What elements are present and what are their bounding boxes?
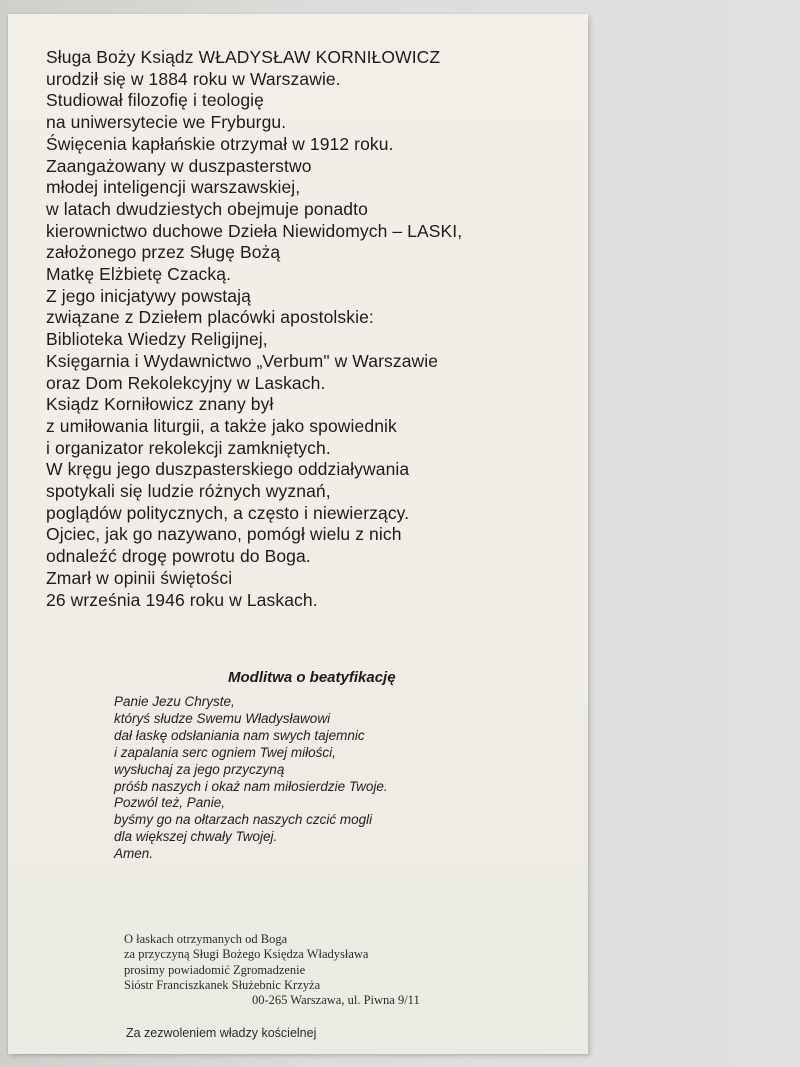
prayer-line: i zapalania serc ogniem Twej miłości,: [114, 744, 336, 760]
biography-line: W kręgu jego duszpasterskiego oddziaływania: [46, 459, 410, 480]
prayer-card: [8, 14, 588, 1054]
biography-line: Ksiądz Korniłowicz znany był: [46, 394, 274, 415]
prayer-line: wysłuchaj za jego przyczyną: [114, 761, 285, 777]
biography-line: i organizator rekolekcji zamkniętych.: [46, 437, 331, 458]
prayer-line: dał łaskę odsłaniania nam swych tajemnic: [114, 727, 365, 743]
prayer-line: Amen.: [114, 846, 154, 862]
contact-line: prosimy powiadomić Zgromadzenie: [124, 962, 306, 977]
biography-line: na uniwersytecie we Fryburgu.: [46, 112, 287, 133]
church-approval-note: Za zezwoleniem władzy kościelnej: [126, 1026, 317, 1040]
prayer-line: dla większej chwały Twojej.: [114, 829, 278, 845]
contact-address: 00-265 Warszawa, ul. Piwna 9/11: [252, 993, 420, 1008]
prayer-line: byśmy go na ołtarzach naszych czcić mogli: [114, 812, 373, 828]
prayer-text: [114, 694, 388, 863]
prayer-line: któryś słudze Swemu Władysławowi: [114, 710, 331, 726]
biography-line: Księgarnia i Wydawnictwo „Verbum" w Warszawie: [46, 350, 439, 371]
biography-line: z umiłowania liturgii, a także jako spowiednik: [46, 415, 397, 436]
biography-line: Zmarł w opinii świętości: [46, 567, 233, 588]
biography-line: w latach dwudziestych obejmuje ponadto: [46, 198, 368, 219]
biography-line: spotykali się ludzie różnych wyznań,: [46, 481, 331, 502]
biography-line: związane z Dziełem placówki apostolskie:: [46, 307, 374, 328]
biography-line: Studiował filozofię i teologię: [46, 90, 264, 111]
biography-line: poglądów politycznych, a często i niewierzący.: [46, 502, 410, 523]
contact-line: O łaskach otrzymanych od Boga: [124, 932, 288, 946]
biography-line: 26 września 1946 roku w Laskach.: [46, 589, 318, 610]
biography-line: założonego przez Sługę Bożą: [46, 242, 281, 263]
prayer-title: Modlitwa o beatyfikację: [228, 669, 396, 686]
biography-line: Święcenia kapłańskie otrzymał w 1912 roku.: [46, 133, 394, 154]
biography-line: kierownictwo duchowe Dzieła Niewidomych – LASKI,: [46, 220, 463, 241]
prayer-line: próśb naszych i okaż nam miłosierdzie Twoje.: [114, 778, 388, 794]
biography-line: Z jego inicjatywy powstają: [46, 285, 251, 306]
biography-line: urodził się w 1884 roku w Warszawie.: [46, 68, 341, 89]
biography-line: Ojciec, jak go nazywano, pomógł wielu z nich: [46, 524, 402, 545]
contact-notice: [124, 932, 420, 1008]
prayer-line: Pozwól też, Panie,: [114, 795, 226, 811]
biography-line: oraz Dom Rekolekcyjny w Laskach.: [46, 372, 326, 393]
prayer-line: Panie Jezu Chryste,: [114, 694, 235, 709]
biography-line: młodej inteligencji warszawskiej,: [46, 177, 301, 198]
contact-line: za przyczyną Sługi Bożego Księdza Władysława: [124, 947, 369, 962]
contact-line: Sióstr Franciszkanek Służebnic Krzyża: [124, 977, 321, 992]
biography-text: [46, 47, 462, 611]
biography-line: Zaangażowany w duszpasterstwo: [46, 155, 312, 176]
biography-line: odnaleźć drogę powrotu do Boga.: [46, 546, 311, 567]
biography-line: Biblioteka Wiedzy Religijnej,: [46, 329, 268, 350]
biography-line: Matkę Elżbietę Czacką.: [46, 264, 232, 285]
biography-line: Sługa Boży Ksiądz WŁADYSŁAW KORNIŁOWICZ: [46, 47, 441, 67]
